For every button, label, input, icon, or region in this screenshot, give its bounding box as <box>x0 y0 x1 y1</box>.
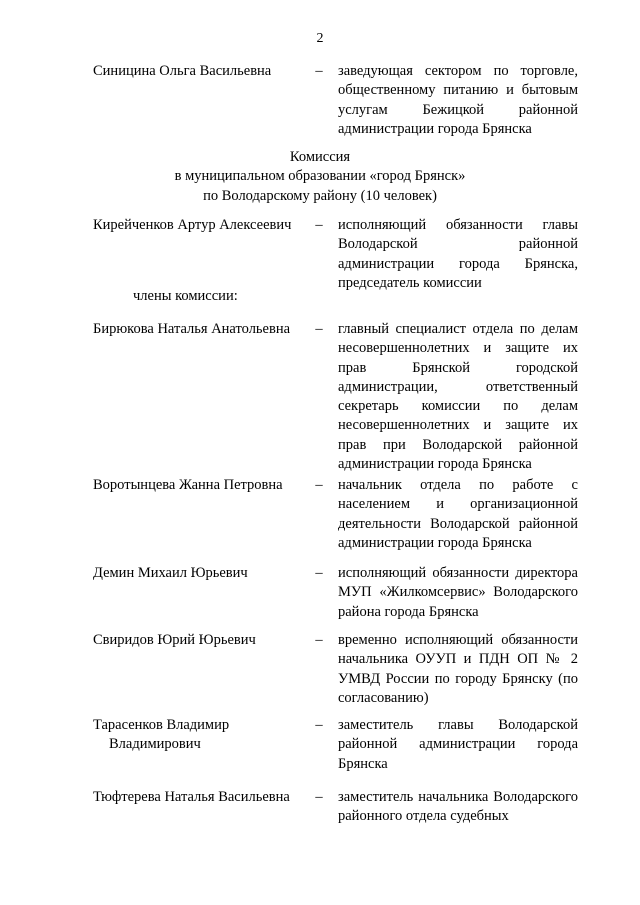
person-position: заместитель начальника Володарского районного отдела судебных <box>338 789 578 825</box>
dash: – <box>315 565 323 581</box>
person-position: заместитель главы Володарской районной администрации города Брянска <box>338 717 578 772</box>
person-name: Свиридов Юрий Юрьевич <box>93 632 256 648</box>
person-name: Демин Михаил Юрьевич <box>93 565 248 581</box>
dash: – <box>315 217 323 233</box>
dash: – <box>315 477 323 493</box>
members-label: члены комиссии: <box>133 288 238 304</box>
person-position: главный специалист отдела по делам несовершеннолетних и защите их прав Брянской городской администрации, ответственный секретарь комиссии по делам несовершеннолетних и защите их прав при Володарской районной администрации города Брянска <box>338 321 578 473</box>
dash: – <box>315 321 323 337</box>
commission-subtitle-2: по Володарскому району (10 человек) <box>203 187 437 204</box>
commission-title: Комиссия <box>289 149 351 165</box>
person-name-line1: Тарасенков Владимир <box>93 717 230 733</box>
person-name: Воротынцева Жанна Петровна <box>93 477 283 493</box>
dash: – <box>315 632 323 648</box>
person-name: Синицина Ольга Васильевна <box>93 63 272 79</box>
person-position: временно исполняющий обязанности начальника ОУУП и ПДН ОП № 2 УМВД России по городу Брянску (по согласованию) <box>338 632 578 706</box>
person-name: Тюфтерева Наталья Васильевна <box>93 789 290 805</box>
person-position: исполняющий обязанности директора МУП «Жилкомсервис» Володарского района города Брянска <box>338 565 578 620</box>
person-name-line2: Владимирович <box>109 736 201 753</box>
dash: – <box>315 789 323 805</box>
page-number: 2 <box>316 31 324 46</box>
person-position: начальник отдела по работе с населением и организационной деятельности Володарской районной администрации города Брянска <box>338 477 578 551</box>
person-name: Кирейченков Артур Алексеевич <box>93 217 292 233</box>
commission-heading <box>0 148 640 206</box>
person-position: исполняющий обязанности главы Володарской районной администрации города Брянска, председатель комиссии <box>338 217 578 291</box>
dash: – <box>315 63 323 79</box>
person-position: заведующая сектором по торговле, общественному питанию и бытовым услугам Бежицкой районной администрации города Брянска <box>338 63 578 137</box>
person-name: Бирюкова Наталья Анатольевна <box>93 321 291 337</box>
person-name <box>93 716 308 755</box>
dash: – <box>315 717 323 733</box>
commission-subtitle: в муниципальном образовании «город Брянск» <box>174 168 466 185</box>
